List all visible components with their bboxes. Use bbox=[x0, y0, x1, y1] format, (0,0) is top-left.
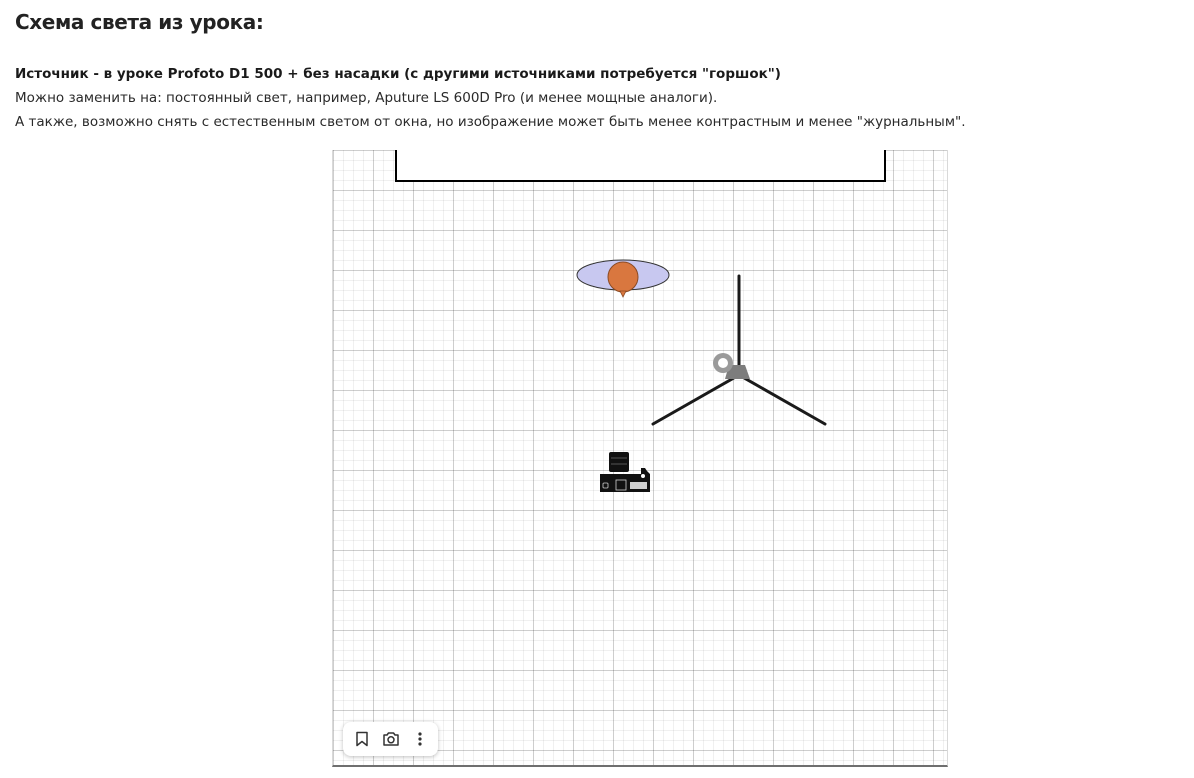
lighting-diagram[interactable] bbox=[332, 150, 948, 767]
description bbox=[15, 62, 966, 134]
lighting-diagram-canvas bbox=[333, 150, 948, 767]
page-title: Схема света из урока: bbox=[15, 10, 264, 34]
camera-icon bbox=[382, 731, 400, 747]
replacement-line: Можно заменить на: постоянный свет, например, Aputure LS 600D Pro (и менее мощные аналоги). bbox=[15, 90, 718, 106]
flash-head bbox=[713, 353, 750, 379]
bookmark-icon bbox=[355, 731, 369, 747]
screenshot-button[interactable] bbox=[378, 726, 404, 752]
more-vertical-icon bbox=[417, 731, 423, 747]
light-stand bbox=[653, 276, 825, 424]
natural-light-line: А также, возможно снять с естественным светом от окна, но изображение может быть менее контрастным и менее "журнальным". bbox=[15, 114, 966, 130]
camera bbox=[600, 452, 650, 492]
backdrop bbox=[396, 150, 885, 181]
image-toolbar bbox=[343, 722, 438, 756]
light-source-line: Источник - в уроке Profoto D1 500 + без насадки (с другими источниками потребуется "горшок") bbox=[15, 66, 781, 82]
model-head bbox=[577, 260, 669, 297]
bookmark-button[interactable] bbox=[349, 726, 375, 752]
more-button[interactable] bbox=[407, 726, 433, 752]
